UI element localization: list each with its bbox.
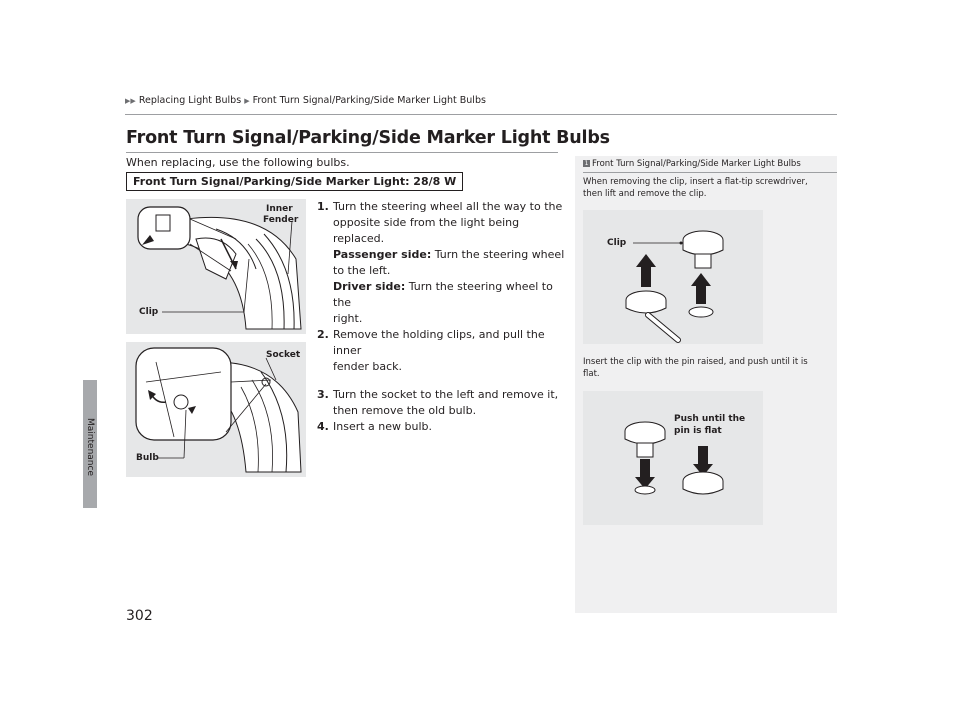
breadcrumb-arrow-icon: ▶ bbox=[244, 97, 250, 105]
step-item bbox=[317, 419, 567, 435]
socket-bulb-figure bbox=[126, 342, 306, 477]
breadcrumb-arrow-icon: ▶▶ bbox=[125, 97, 136, 105]
driver-side-label: Driver side: bbox=[333, 280, 406, 293]
step-text: opposite side from the light being replaced. bbox=[333, 216, 520, 245]
bulb-spec-box: Front Turn Signal/Parking/Side Marker Light: 28/8 W bbox=[126, 172, 463, 191]
clip-removal-figure bbox=[583, 210, 763, 344]
note-divider bbox=[583, 172, 837, 173]
page-number: 302 bbox=[126, 608, 153, 624]
breadcrumb-item[interactable]: Front Turn Signal/Parking/Side Marker Light Bulbs bbox=[252, 95, 486, 106]
step-text: Turn the steering wheel all the way to the bbox=[333, 200, 563, 213]
push-label-line2: pin is flat bbox=[674, 426, 722, 436]
step-number: 2. bbox=[317, 328, 329, 341]
inner-label: Inner bbox=[266, 204, 293, 214]
socket-label: Socket bbox=[266, 350, 301, 360]
step-number: 3. bbox=[317, 388, 329, 401]
note-text-line: flat. bbox=[583, 369, 600, 379]
step-text: Remove the holding clips, and pull the inner bbox=[333, 328, 545, 357]
step-text: then remove the old bulb. bbox=[333, 404, 477, 417]
note-text bbox=[583, 176, 833, 200]
breadcrumb-item[interactable]: Replacing Light Bulbs bbox=[138, 95, 242, 106]
procedure-steps bbox=[317, 199, 567, 435]
section-tab-label: Maintenance bbox=[85, 418, 95, 476]
step-text: Turn the socket to the left and remove it, bbox=[333, 388, 559, 401]
fender-label: Fender bbox=[263, 215, 299, 225]
note-clip-label: Clip bbox=[607, 238, 627, 248]
clip-label: Clip bbox=[139, 307, 159, 317]
passenger-side-label: Passenger side: bbox=[333, 248, 432, 261]
clip-removal-illustration bbox=[583, 210, 763, 344]
push-label-line1: Push until the bbox=[674, 414, 746, 424]
step-text: fender back. bbox=[333, 360, 403, 373]
note-heading-text: Front Turn Signal/Parking/Side Marker Light Bulbs bbox=[592, 159, 801, 169]
title-divider bbox=[126, 152, 558, 153]
breadcrumb bbox=[125, 95, 486, 106]
step-text: Turn the steering wheel to the bbox=[333, 280, 553, 309]
step-text: Turn the steering wheel bbox=[431, 248, 565, 261]
step-text: Insert a new bulb. bbox=[333, 420, 433, 433]
intro-text: When replacing, use the following bulbs. bbox=[126, 156, 350, 169]
note-heading bbox=[583, 159, 801, 169]
note-text bbox=[583, 356, 833, 380]
header-divider bbox=[125, 114, 837, 115]
step-text: to the left. bbox=[333, 264, 391, 277]
note-text-line: then lift and remove the clip. bbox=[583, 189, 707, 199]
step-number: 1. bbox=[317, 200, 329, 213]
step-item bbox=[317, 387, 567, 419]
step-number: 4. bbox=[317, 420, 329, 433]
step-text: right. bbox=[333, 312, 363, 325]
note-text-line: When removing the clip, insert a flat-tip screwdriver, bbox=[583, 177, 808, 187]
clip-install-figure bbox=[583, 391, 763, 525]
step-item bbox=[317, 199, 567, 327]
clip-install-illustration bbox=[583, 391, 763, 525]
page-title: Front Turn Signal/Parking/Side Marker Light Bulbs bbox=[126, 128, 610, 148]
note-text-line: Insert the clip with the pin raised, and push until it is bbox=[583, 357, 808, 367]
note-reference-icon: 1 bbox=[584, 160, 589, 167]
step-item bbox=[317, 327, 567, 375]
inner-fender-figure bbox=[126, 199, 306, 334]
bulb-label: Bulb bbox=[136, 453, 159, 463]
